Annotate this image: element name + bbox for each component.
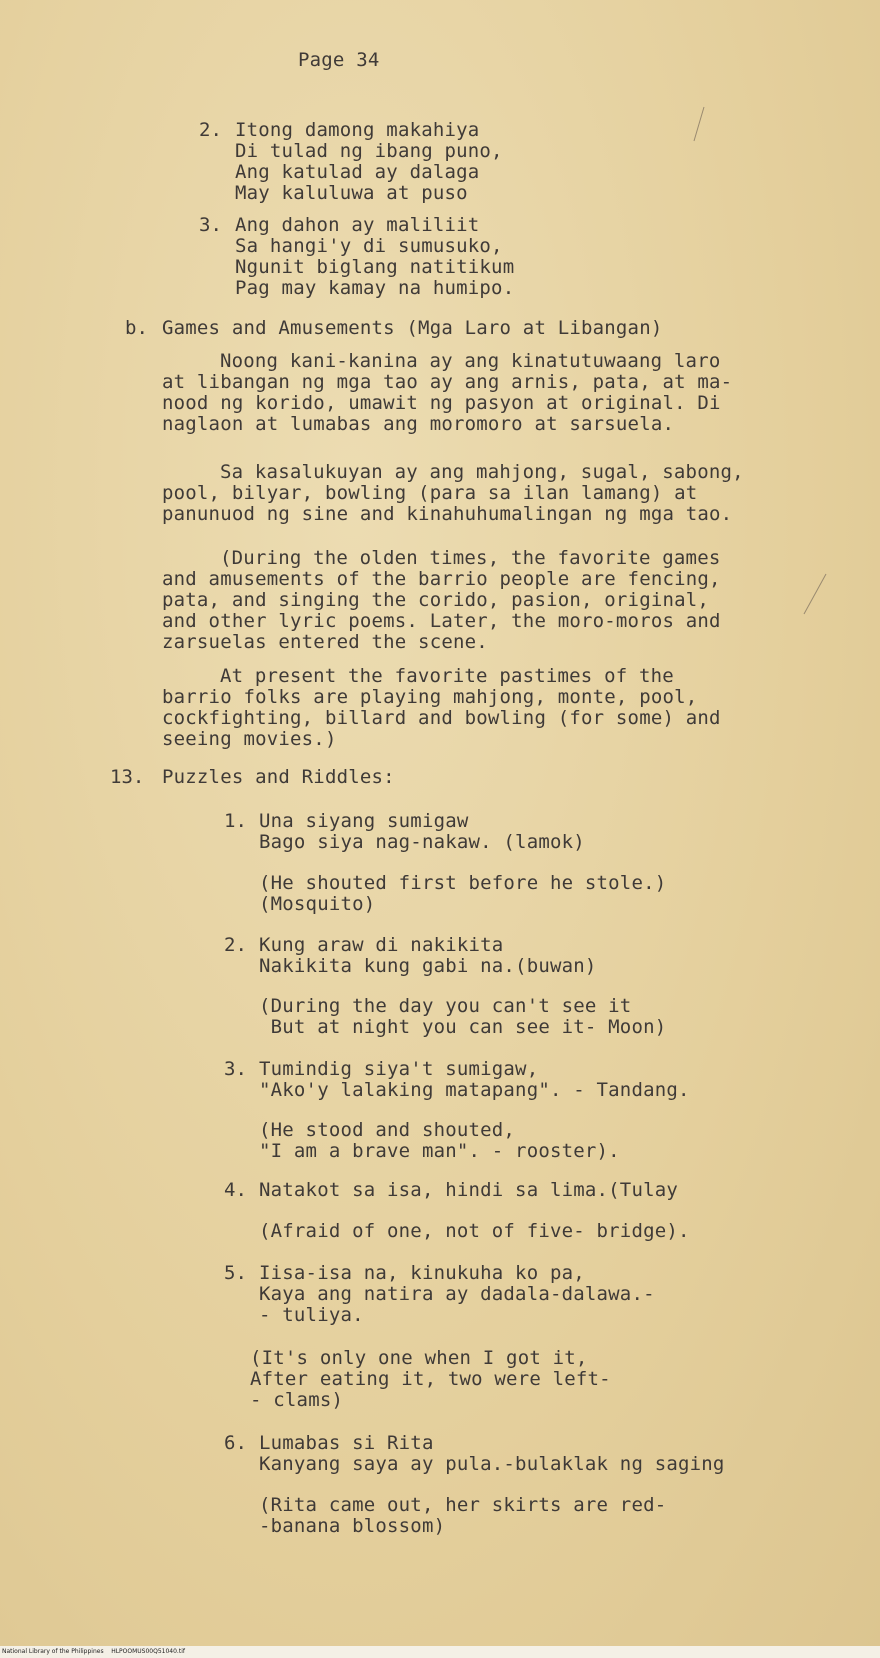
- riddle-english: (It's only one when I got it, After eating it, two were left- - clams): [250, 1347, 611, 1411]
- riddle-number: 2.: [224, 934, 247, 956]
- section-label: 13.: [110, 766, 145, 788]
- section-heading: Games and Amusements (Mga Laro at Libangan): [162, 317, 663, 339]
- poem-stanza: Ang dahon ay maliliit Sa hangi'y di sumusuko, Ngunit biglang natitikum Pag may kamay na humipo.: [235, 214, 515, 299]
- section-label: b.: [125, 317, 148, 339]
- stanza-number: 3.: [199, 214, 222, 236]
- riddle-number: 3.: [224, 1058, 247, 1080]
- pencil-mark: [690, 105, 710, 145]
- pencil-mark: [800, 570, 830, 620]
- riddle-english: (Rita came out, her skirts are red- -banana blossom): [259, 1494, 667, 1537]
- riddle-tagalog: Natakot sa isa, hindi sa lima.(Tulay: [259, 1179, 679, 1201]
- riddle-english: (Afraid of one, not of five- bridge).: [259, 1220, 690, 1242]
- riddle-tagalog: Lumabas si Rita Kanyang saya ay pula.-bulaklak ng saging: [259, 1432, 725, 1475]
- riddle-tagalog: Iisa-isa na, kinukuha ko pa, Kaya ang natira ay dadala-dalawa.- - tuliya.: [259, 1262, 655, 1326]
- stanza-number: 2.: [199, 119, 222, 141]
- page-header: Page 34: [298, 49, 380, 71]
- riddle-number: 6.: [224, 1432, 247, 1454]
- riddle-tagalog: Una siyang sumigaw Bago siya nag-nakaw. (lamok): [259, 810, 585, 853]
- riddle-tagalog: Kung araw di nakikita Nakikita kung gabi na.(buwan): [259, 934, 597, 977]
- paragraph: Noong kani-kanina ay ang kinatutuwaang laro at libangan ng mga tao ay ang arnis, pata, at ma- nood ng korido, umawit ng pasyon at original. Di naglaon at lumabas ang moromoro at sarsuela.: [162, 350, 733, 435]
- riddle-english: (During the day you can't see it But at night you can see it- Moon): [259, 995, 667, 1038]
- paragraph: Sa kasalukuyan ay ang mahjong, sugal, sabong, pool, bilyar, bowling (para sa ilan lamang) at panunuod ng sine and kinahuhumalingan ng mga tao.: [162, 461, 744, 525]
- archive-footer: National Library of the Philippines HLPOOMUS00Q51040.tif: [0, 1646, 880, 1658]
- section-heading: Puzzles and Riddles:: [162, 766, 395, 788]
- riddle-english: (He stood and shouted, "I am a brave man". - rooster).: [259, 1119, 620, 1162]
- riddle-tagalog: Tumindig siya't sumigaw, "Ako'y lalaking matapang". - Tandang.: [259, 1058, 690, 1101]
- riddle-number: 1.: [224, 810, 247, 832]
- riddle-number: 5.: [224, 1262, 247, 1284]
- paragraph: (During the olden times, the favorite games and amusements of the barrio people are fencing, pata, and singing the corido, pasion, original, and other lyric poems. Later, the moro-moros and zarsuelas entered the scene.: [162, 547, 721, 653]
- poem-stanza: Itong damong makahiya Di tulad ng ibang puno, Ang katulad ay dalaga May kaluluwa at puso: [235, 119, 503, 204]
- riddle-english: (He shouted first before he stole.) (Mosquito): [259, 872, 667, 915]
- paragraph: At present the favorite pastimes of the barrio folks are playing mahjong, monte, pool, cockfighting, billard and bowling (for some) and seeing movies.): [162, 665, 721, 750]
- riddle-number: 4.: [224, 1179, 247, 1201]
